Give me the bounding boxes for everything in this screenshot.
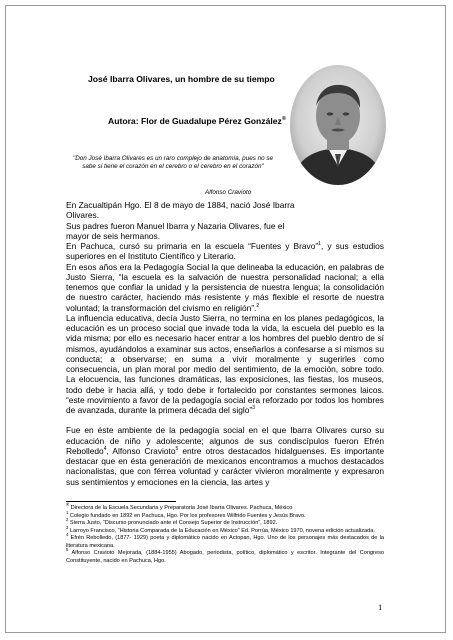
footnotes <box>66 502 384 565</box>
footnote-ref-3: 3 <box>252 405 256 412</box>
epigraph-author: Alfonso Cravioto <box>205 189 252 196</box>
author-label: Autora <box>108 116 136 126</box>
portrait-photo-icon <box>289 64 387 186</box>
paragraph-schooling: En Pachuca, cursó su primaria en la escuela “Fuentes y Bravo”$^1$, y sus estudios superiores en el Instituto Científico y Literario. <box>66 241 384 262</box>
footnote-ref-1: 1 <box>318 241 321 248</box>
body-text <box>66 200 384 487</box>
epigraph-quote: "Don José Ibarra Olivares es un raro complejo de anatomía, pues no se sabe si tiene el corazón en el cerebro o el cerebro en el corazón" <box>73 155 273 171</box>
page-number: 1 <box>378 602 383 612</box>
footnote-1: $^1$ Colegio fundado en 1892 en Pachuca, Hgo. Por los profesores Wilfrido Fuentes y Jesús Bravo. <box>66 509 306 519</box>
footnote-ref-4: 4 <box>103 445 107 452</box>
footnote-5: $^5$ Alfonso Cravioto Mejorada, (1884-1955) Abogado, periodista, político, diplomático y escritor. Integrante del Congreso Constituyente, nacido en Pachuca, Hgo. <box>66 547 384 564</box>
author-footnote-mark: ® <box>281 116 286 123</box>
paragraph-parents: Sus padres fueron Manuel Ibarra y Nazaria Olivares, fue el mayor de seis hermanos. <box>66 220 285 241</box>
paragraph-educational-influence: La influencia educativa, decía Justo Sierra, no termina en los planes pedagógicos, la educación es un proceso social que invade toda la vida, la escuela del pueblo es la vida misma; por ello es necesario hacer entrar a los hombres del pueblo dentro de sí mismos, ayudándolos a examinar sus actos, enseñarlos a confesarse a sí mismos su conducta; a observarse; en suma a vivir moralmente y sugerirles como consecuencia, un plan moral por medio del sentimiento, de la emoción, sobre todo. La elocuencia, las funciones dramáticas, las exposiciones, las fiestas, los museos, todo debe ir hacia allá, y todo debe ir fortalecido por constantes sermones laicos. “este movimiento a favor de la pedagogía social era reforzado por todos los hombres de avanzada, durante la primera década del siglo”$^3$ <box>66 312 384 415</box>
footnote-4: $^4$ Efrén Rebolledo, (1877- 1929) poeta y diplomático nacido en Actopan, Hgo. Uno de los personajes más destacados de la literatura mexicana. <box>66 532 384 549</box>
footnote-author: ® Directora de la Escuela Secundaria y Preparatoria José Ibarra Olivares. Pachuca, México <box>66 502 293 511</box>
footnote-ref-5: 5 <box>175 445 179 452</box>
author-name: : Flor de Guadalupe Pérez González <box>135 116 282 126</box>
document-title: José Ibarra Olivares, un hombre de su tiempo <box>88 74 275 84</box>
author-line <box>108 116 286 126</box>
footnote-3: $^3$ Larroyo Francisco, “Historia Comparada de la Educación en México” Ed. Porrúa, México 1970, novena edición actualizada. <box>66 524 375 534</box>
footnote-ref-2: 2 <box>256 302 260 309</box>
paragraph-generation: Fue en éste ambiente de la pedagogía social en el que Ibarra Olivares curso su educación de niño y adolescente; algunos de sus condiscípulos fueron Efrén Rebolledo$^4$, Alfonso Cravioto$^5$ entre otros destacados hidalguenses. Es importante destacar que en ésta generación de mexicanos encontramos a muchos destacados nacionalistas, que con férrea voluntad y carácter vivieron moralmente y expresaron sus sentimientos y emociones en la ciencia, las artes y <box>66 425 384 487</box>
footnote-separator <box>66 501 176 502</box>
footnote-2: $^2$ Sierra Justo, “Discurso pronunciado ante el Consejo Superior de Instrucción”, 1892. <box>66 517 278 526</box>
paragraph-birth: En Zacualtipán Hgo. El 8 de mayo de 1884, nació José Ibarra Olivares. <box>66 200 295 221</box>
paragraph-social-pedagogy: En esos años era la Pedagogía Social la que delineaba la educación, en palabras de Justo Sierra, “la escuela es la salvación de nuestra personalidad nacional; a ella tenemos que confiar la unidad y la persistencia de nuestra lengua; la consolidación de nuestro carácter, haciendo más resistente y más flexible el resorte de nuestra voluntad; la transformación del civismo en religión”.$^2$ <box>66 261 384 313</box>
